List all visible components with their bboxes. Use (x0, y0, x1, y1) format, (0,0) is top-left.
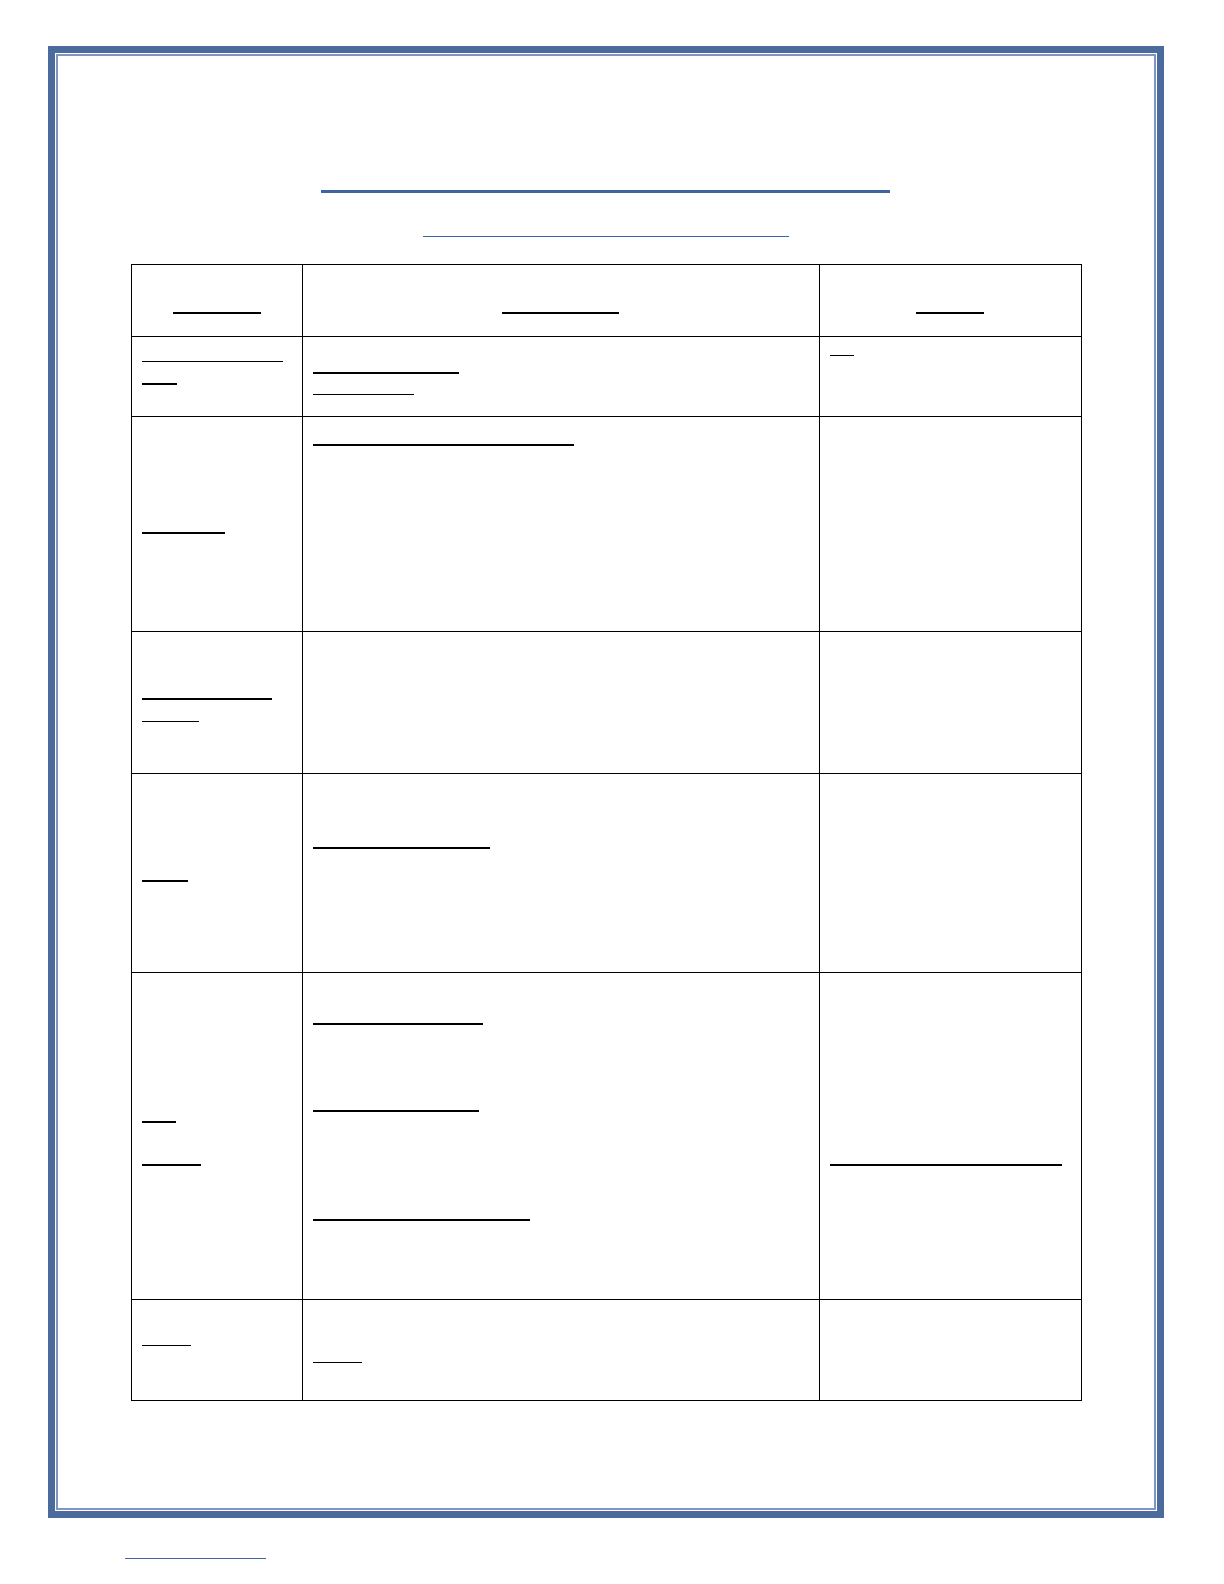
table-row (132, 973, 1082, 1300)
table-header-row (132, 265, 1082, 337)
table-cell (132, 973, 303, 1300)
header-cell (132, 265, 303, 337)
table-cell (303, 973, 820, 1300)
document-subtitle-rule (423, 236, 789, 237)
table-cell (132, 632, 303, 774)
table-cell (820, 973, 1082, 1300)
header-cell (820, 265, 1082, 337)
table-cell (820, 1300, 1082, 1401)
table-cell (132, 337, 303, 417)
table-cell (132, 774, 303, 973)
table-row (132, 337, 1082, 417)
table-cell (303, 337, 820, 417)
table-cell (303, 417, 820, 632)
table-row (132, 417, 1082, 632)
table-cell (132, 1300, 303, 1401)
table-cell (820, 337, 1082, 417)
header-cell (303, 265, 820, 337)
table-cell (820, 417, 1082, 632)
table-cell (303, 632, 820, 774)
table-cell (303, 774, 820, 973)
table-row (132, 774, 1082, 973)
table-cell (820, 774, 1082, 973)
table-row (132, 1300, 1082, 1401)
table-row (132, 632, 1082, 774)
table-cell (132, 417, 303, 632)
footer-text (125, 1559, 126, 1560)
table-cell (820, 632, 1082, 774)
footer-rule (125, 1558, 266, 1559)
document-title-rule (321, 190, 890, 193)
content-table (131, 264, 1082, 1401)
table-cell (303, 1300, 820, 1401)
